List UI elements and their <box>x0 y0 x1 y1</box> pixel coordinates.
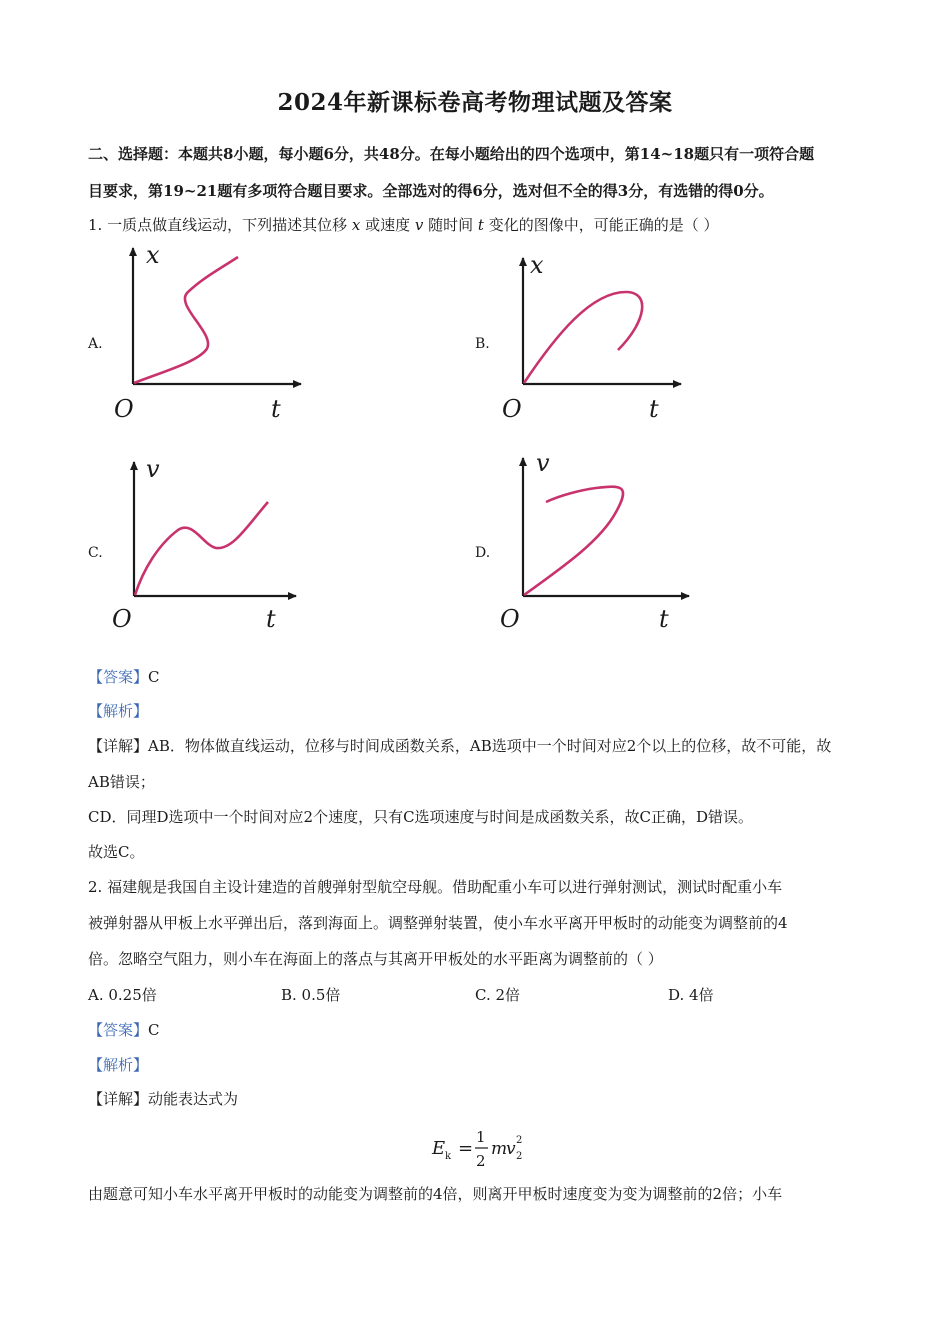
option-c-curve <box>135 502 268 595</box>
q1-answer-tag: 【答案】 <box>88 668 149 686</box>
q2-detail-text-1: 动能表达式为 <box>148 1090 239 1108</box>
q1-stem-var-v: v <box>414 216 424 234</box>
option-b-x-axis-label: t <box>649 395 659 423</box>
option-c-origin-label: O <box>112 605 132 633</box>
q1-analysis-tag: 【解析】 <box>88 702 149 720</box>
section-instructions-line-2: 目要求，第19~21题有多项符合题目要求。全部选对的得6分，选对但不全的得3分，有选错的得0分。 <box>88 182 774 200</box>
section-instructions-line-1: 二、选择题：本题共8小题，每小题6分，共48分。在每小题给出的四个选项中，第14~18题只有一项符合题 <box>88 145 815 163</box>
q1-stem-part-d: 变化的图像中，可能正确的是（ ） <box>483 216 719 234</box>
q2-answer-tag: 【答案】 <box>88 1021 149 1039</box>
q2-choice-c: C. 2倍 <box>475 986 521 1004</box>
option-a-origin-label: O <box>114 395 134 423</box>
option-d-x-axis-label: t <box>659 605 669 633</box>
q2-detail-tag: 【详解】 <box>88 1090 149 1108</box>
q1-detail-line-2: AB错误； <box>88 773 155 791</box>
formula-velocity-sup: 2 <box>516 1135 523 1146</box>
formula-lhs: E <box>432 1138 446 1159</box>
formula-equals: = <box>458 1138 474 1159</box>
formula-denominator: 2 <box>476 1152 486 1170</box>
question-1-stem <box>88 214 868 235</box>
option-c-graph <box>108 450 308 635</box>
q2-analysis-tag: 【解析】 <box>88 1056 149 1074</box>
kinetic-energy-formula <box>430 1124 540 1172</box>
option-d-graph <box>496 450 696 635</box>
q2-choice-d: D. 4倍 <box>668 986 714 1004</box>
q1-stem-var-t: t <box>477 216 484 234</box>
q2-stem-line-3: 倍。忽略空气阻力，则小车在海面上的落点与其离开甲板处的水平距离为调整前的（ ） <box>88 950 663 968</box>
formula-velocity-sub: 2 <box>516 1151 523 1162</box>
option-a-y-axis-label: x <box>146 241 160 269</box>
q1-detail-line-1 <box>88 735 868 756</box>
q2-stem-line-1: 2. 福建舰是我国自主设计建造的首艘弹射型航空母舰。借助配重小车可以进行弹射测试，测试时配重小车 <box>88 878 783 896</box>
formula-numerator: 1 <box>476 1128 486 1146</box>
q2-choice-a: A. 0.25倍 <box>88 986 157 1004</box>
q2-detail-line-2: 由题意可知小车水平离开甲板时的动能变为调整前的4倍，则离开甲板时速度变为变为调整前的2倍；小车 <box>88 1185 783 1203</box>
option-c-label: C. <box>88 545 103 561</box>
q1-detail-text-1: AB．物体做直线运动，位移与时间成函数关系，AB选项中一个时间对应2个以上的位移，故不可能，故 <box>148 737 832 755</box>
option-b-curve <box>524 292 642 383</box>
option-d-y-axis-label: v <box>536 450 550 477</box>
option-d-label: D. <box>475 545 491 561</box>
q1-answer-value: C <box>148 668 160 686</box>
q1-stem-part-a: 1. 一质点做直线运动，下列描述其位移 <box>88 216 352 234</box>
q1-stem-part-c: 随时间 <box>423 216 478 234</box>
q2-answer-line <box>88 1019 868 1040</box>
option-c-y-axis-label: v <box>146 455 160 483</box>
option-a-label: A. <box>88 336 103 352</box>
option-d-origin-label: O <box>500 605 520 633</box>
option-a-curve <box>134 257 238 383</box>
option-d-curve <box>524 487 623 595</box>
q2-answer-value: C <box>148 1021 160 1039</box>
page-title: 2024年新课标卷高考物理试题及答案 <box>277 89 673 116</box>
q2-choice-b: B. 0.5倍 <box>281 986 341 1004</box>
option-b-label: B. <box>475 336 490 352</box>
q1-detail-line-3: CD．同理D选项中一个时间对应2个速度，只有C选项速度与时间是成函数关系，故C正确，D错误。 <box>88 808 754 826</box>
option-b-y-axis-label: x <box>530 251 544 279</box>
q2-stem-line-2: 被弹射器从甲板上水平弹出后，落到海面上。调整弹射装置，使小车水平离开甲板时的动能变为调整前的4 <box>88 914 788 932</box>
q1-stem-part-b: 或速度 <box>360 216 415 234</box>
option-c-x-axis-label: t <box>266 605 276 633</box>
q1-detail-tag: 【详解】 <box>88 737 149 755</box>
q1-answer-line <box>88 666 868 687</box>
option-b-graph <box>496 240 696 425</box>
option-a-x-axis-label: t <box>271 395 281 423</box>
formula-lhs-sub: k <box>445 1151 452 1162</box>
q2-detail-line-1 <box>88 1088 868 1109</box>
formula-velocity: v <box>506 1139 516 1159</box>
formula-mass: m <box>491 1139 508 1159</box>
option-a-graph <box>108 240 308 425</box>
q1-stem-var-x: x <box>351 216 361 234</box>
option-b-origin-label: O <box>502 395 522 423</box>
q1-detail-line-4: 故选C。 <box>88 843 145 861</box>
